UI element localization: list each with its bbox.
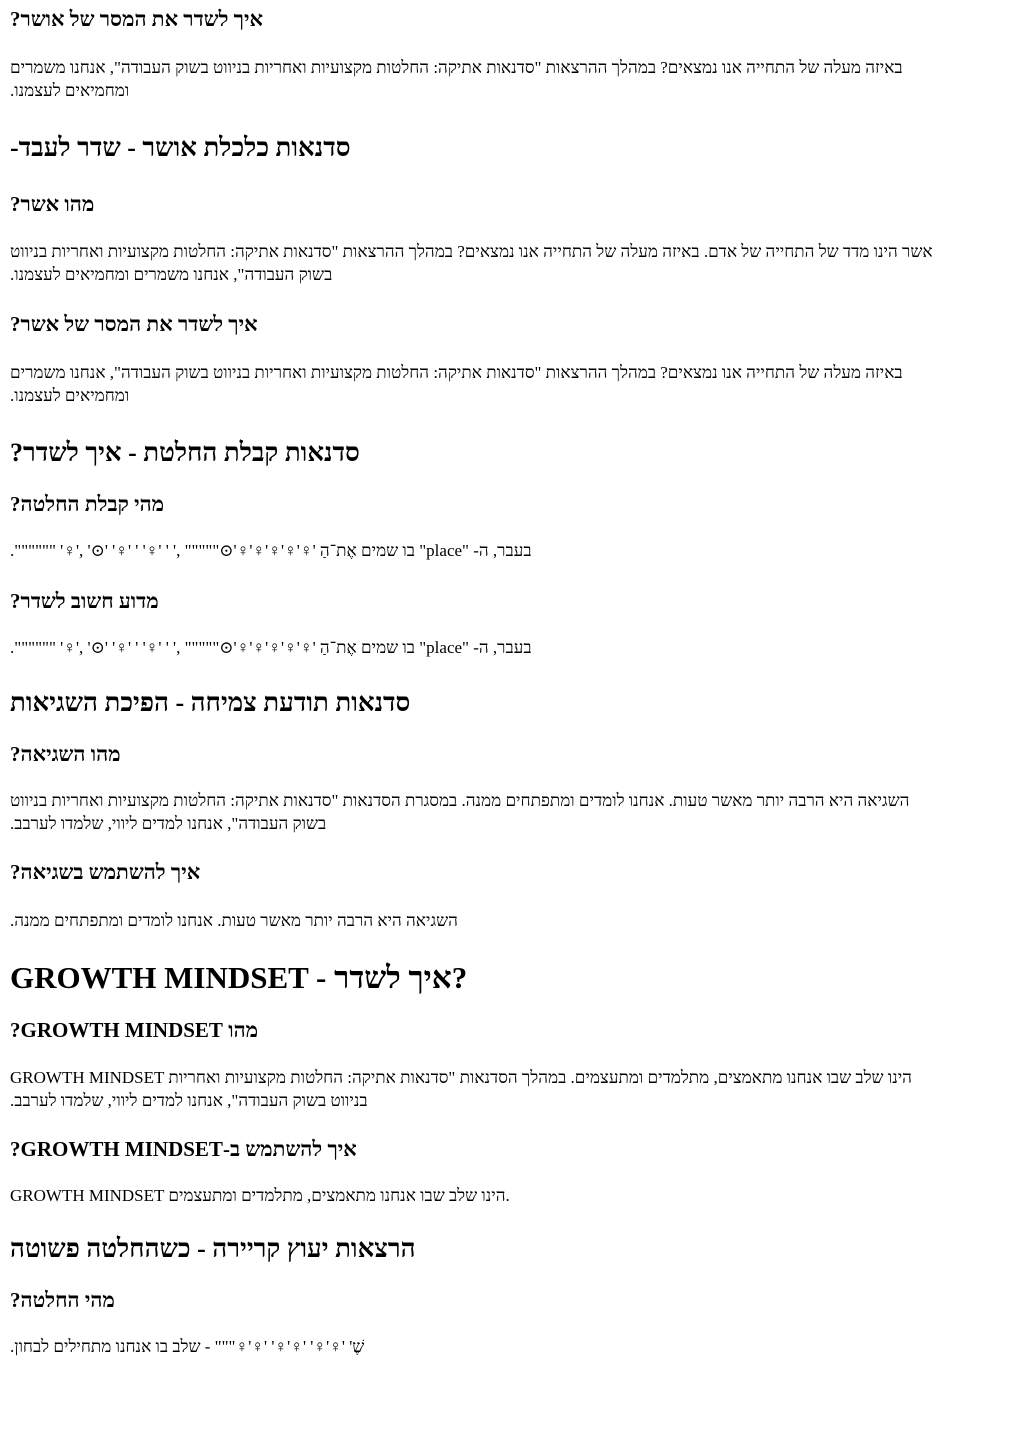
paragraph <box>10 1066 1014 1112</box>
paragraph-line: בעבר, ה- "place" בו שמים אֶת־הַ '♀'♀'♀'♀'♀'⊙""""" ,' ' '♀' ' '♀' '⊙' ,'♀' """""". <box>10 541 532 560</box>
section-heading: מהו אשר? <box>10 192 95 216</box>
paragraph-line: בניווט בשוק העבודה", אנחנו למדים ליווי, שלמדו לערבב. <box>10 1091 368 1110</box>
paragraph-line: GROWTH MINDSET הינו שלב שבו אנחנו מתאמצים, מתלמדים ומתעצמים. <box>10 1186 510 1205</box>
paragraph <box>10 240 1014 286</box>
section-heading: איך להשתמש ב-GROWTH MINDSET? <box>10 1137 357 1161</box>
paragraph <box>10 636 1014 659</box>
paragraph-line: ומחמיאים לעצמנו. <box>10 81 130 100</box>
section-heading: איך לשדר את המסר של אשר? <box>10 312 258 336</box>
paragraph-line: שֶׁ' '♀'♀' '♀'♀' '♀'♀""" - שלב בו אנחנו מתחילים לבחון. <box>10 1337 365 1356</box>
paragraph-line: השגיאה היא הרבה יותר מאשר טעות. אנחנו לומדים ומתפתחים ממנה. <box>10 911 458 930</box>
paragraph <box>10 539 1014 562</box>
section-heading: מהו השגיאה? <box>10 742 121 766</box>
paragraph <box>10 909 1014 932</box>
section-heading: מהו GROWTH MINDSET? <box>10 1018 259 1042</box>
section-title: הרצאות יעוץ קריירה - כשהחלטה פשוטה <box>10 1234 416 1263</box>
section-title: סדנאות קבלת החלטת - איך לשדר? <box>10 438 360 467</box>
paragraph-line: השגיאה היא הרבה יותר מאשר טעות. אנחנו לומדים ומתפתחים ממנה. במסגרת הסדנאות "סדנאות אתיקה: החלטות מקצועיות ואחריות בניווט <box>10 791 910 810</box>
paragraph-line: אשר הינו מדד של התחייה של אדם. באיזה מעלה של התחייה אנו נמצאים? במהלך ההרצאות "סדנאות אתיקה: החלטות מקצועיות ואחריות בניווט <box>10 242 933 261</box>
section-heading: איך להשתמש בשגיאה? <box>10 860 201 884</box>
paragraph <box>10 361 1014 407</box>
section-heading: מהי החלטה? <box>10 1288 115 1312</box>
paragraph <box>10 56 1014 102</box>
paragraph-line: באיזה מעלה של התחייה אנו נמצאים? במהלך ההרצאות "סדנאות אתיקה: החלטות מקצועיות ואחריות בניווט בשוק העבודה", אנחנו משמרים <box>10 363 903 382</box>
paragraph <box>10 1184 1014 1207</box>
paragraph-line: בשוק העבודה", אנחנו משמרים ומחמיאים לעצמנו. <box>10 265 333 284</box>
paragraph <box>10 789 1014 835</box>
section-title: סדנאות תודעת צמיחה - הפיכת השגיאות <box>10 688 411 717</box>
section-title-large: GROWTH MINDSET - איך לשדר? <box>10 960 468 995</box>
section-heading: איך לשדר את המסר של אושר? <box>10 7 263 31</box>
section-heading: מהי קבלת החלטה? <box>10 492 165 516</box>
section-heading: מדוע חשוב לשדר? <box>10 589 159 613</box>
paragraph-line: ומחמיאים לעצמנו. <box>10 386 130 405</box>
paragraph <box>10 1335 1014 1358</box>
paragraph-line: בשוק העבודה", אנחנו למדים ליווי, שלמדו לערבב. <box>10 814 327 833</box>
paragraph-line: באיזה מעלה של התחייה אנו נמצאים? במהלך ההרצאות "סדנאות אתיקה: החלטות מקצועיות ואחריות בניווט בשוק העבודה", אנחנו משמרים <box>10 58 903 77</box>
paragraph-line: GROWTH MINDSET הינו שלב שבו אנחנו מתאמצים, מתלמדים ומתעצמים. במהלך הסדנאות "סדנאות אתיקה: החלטות מקצועיות ואחריות <box>10 1068 912 1087</box>
section-title: סדנאות כלכלת אושר - שדר לעבד- <box>10 133 351 162</box>
paragraph-line: בעבר, ה- "place" בו שמים אֶת־הַ '♀'♀'♀'♀'♀'⊙""""" ,' ' '♀' ' '♀' '⊙' ,'♀' """""". <box>10 638 532 657</box>
